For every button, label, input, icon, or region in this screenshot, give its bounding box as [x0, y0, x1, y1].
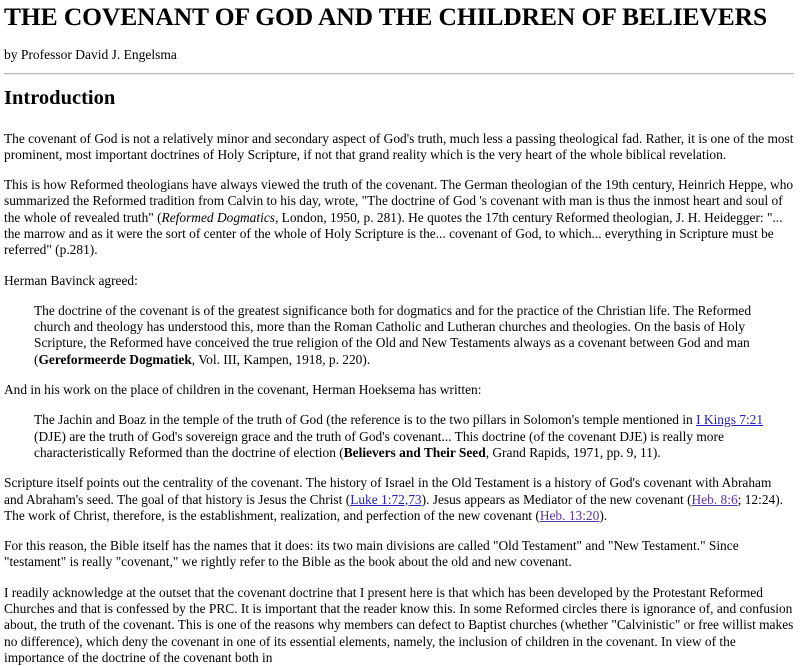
paragraph-2-text-a: This is how Reformed theologians have always viewed the truth of the covenant. The German theologian of the 19th century, Heinrich Heppe, who summarized the Reformed tradition from Calvin to his day, wrote, "The doctrine of God 's covenant with man is thus the inmost heart and soul of the whole of revealed truth" (	[4, 177, 794, 225]
paragraph-2-text-b: , London, 1950, p. 281). He quotes the 17th century Reformed theologian, J. H. Heidegger: "... the marrow and as it were the sort of center of the whole of Holy Scripture is the... covenant of God, to which... everything in Scripture must be referred" (p.281).	[4, 209, 783, 258]
blockquote-hoeksema	[34, 412, 766, 461]
paragraph-7: I readily acknowledge at the outset that the covenant doctrine that I present here is that which has been developed by the Protestant Reformed Churches and that is confessed by the PRC. It is important that the reader know this. In some Reformed circles there is ignorance of, and confusion about, the truth of the covenant. This is one of the reasons why members can defect to Baptist churches (whether "Calvinistic" or free willist makes no difference), which deny the covenant in one of its essential elements, namely, the inclusion of children in the covenant. In view of the importance of the doctrine of the covenant both in	[4, 584, 794, 665]
page-title: THE COVENANT OF GOD AND THE CHILDREN OF BELIEVERS	[4, 2, 768, 31]
scripture-link-heb-13-20[interactable]: Heb. 13:20	[539, 507, 600, 523]
paragraph-4: And in his work on the place of children in the covenant, Herman Hoeksema has written:	[4, 382, 482, 398]
blockquote-bavinck	[34, 303, 766, 368]
paragraph-5	[4, 475, 794, 524]
paragraph-5-text-d: ).	[599, 507, 608, 523]
horizontal-divider	[4, 73, 794, 75]
section-heading-introduction: Introduction	[4, 86, 116, 109]
citation-believers-and-their-seed: Believers and Their Seed	[343, 444, 486, 460]
citation-reformed-dogmatics: Reformed Dogmatics	[161, 209, 275, 225]
paragraph-2	[4, 177, 794, 258]
paragraph-5-text-b: ). Jesus appears as Mediator of the new covenant (	[421, 491, 692, 507]
blockquote-bavinck-text-b: , Vol. III, Kampen, 1918, p. 220).	[191, 351, 371, 367]
paragraph-5-text-c: ; 12:24). The work of Christ, therefore, is the establishment, realization, and perfection of the new covenant (	[4, 491, 784, 523]
blockquote-hoeksema-text-a: The Jachin and Boaz in the temple of the truth of God (the reference is to the two pillars in Solomon's temple mentioned in	[34, 412, 697, 428]
paragraph-3: Herman Bavinck agreed:	[4, 272, 138, 288]
citation-gereformeerde-dogmatiek: Gereformeerde Dogmatiek	[38, 351, 192, 367]
blockquote-hoeksema-text-b: (DJE) are the truth of God's sovereign grace and the truth of God's covenant... This doctrine (of the covenant DJE) is really more characteristically Reformed than the doctrine of election (	[34, 428, 724, 460]
paragraph-6: For this reason, the Bible itself has the names that it does: its two main divisions are called "Old Testament" and "New Testament." Since "testament" is really "covenant," we rightly refer to the Bible as the book about the old and new covenant.	[4, 538, 739, 570]
blockquote-bavinck-text-a: The doctrine of the covenant is of the greatest significance both for dogmatics and for the practice of the Christian life. The Reformed church and theology has understood this, more than the Roman Catholic and Lutheran churches and theologies. On the basis of Holy Scripture, the Reformed have conceived the true religion of the Old and New Testaments always as a covenant between God and man (	[34, 302, 752, 367]
scripture-link-luke-1-72-73[interactable]: Luke 1:72,73	[350, 491, 422, 507]
paragraph-5-text-a: Scripture itself points out the centrality of the covenant. The history of Israel in the Old Testament is a history of God's covenant with Abraham and Abraham's seed. The goal of that history is Jesus the Christ (	[4, 475, 772, 507]
author-byline: by Professor David J. Engelsma	[4, 46, 177, 62]
scripture-link-heb-8-6[interactable]: Heb. 8:6	[691, 491, 738, 507]
blockquote-hoeksema-text-c: , Grand Rapids, 1971, pp. 9, 11).	[485, 444, 661, 460]
paragraph-1: The covenant of God is not a relatively minor and secondary aspect of God's truth, much less a passing theological fad. Rather, it is one of the most prominent, most important doctrines of Holy Scripture, if not that grand reality which is the very heart of the whole biblical revelation.	[4, 130, 794, 162]
scripture-link-i-kings-7-21[interactable]: I Kings 7:21	[696, 412, 764, 428]
